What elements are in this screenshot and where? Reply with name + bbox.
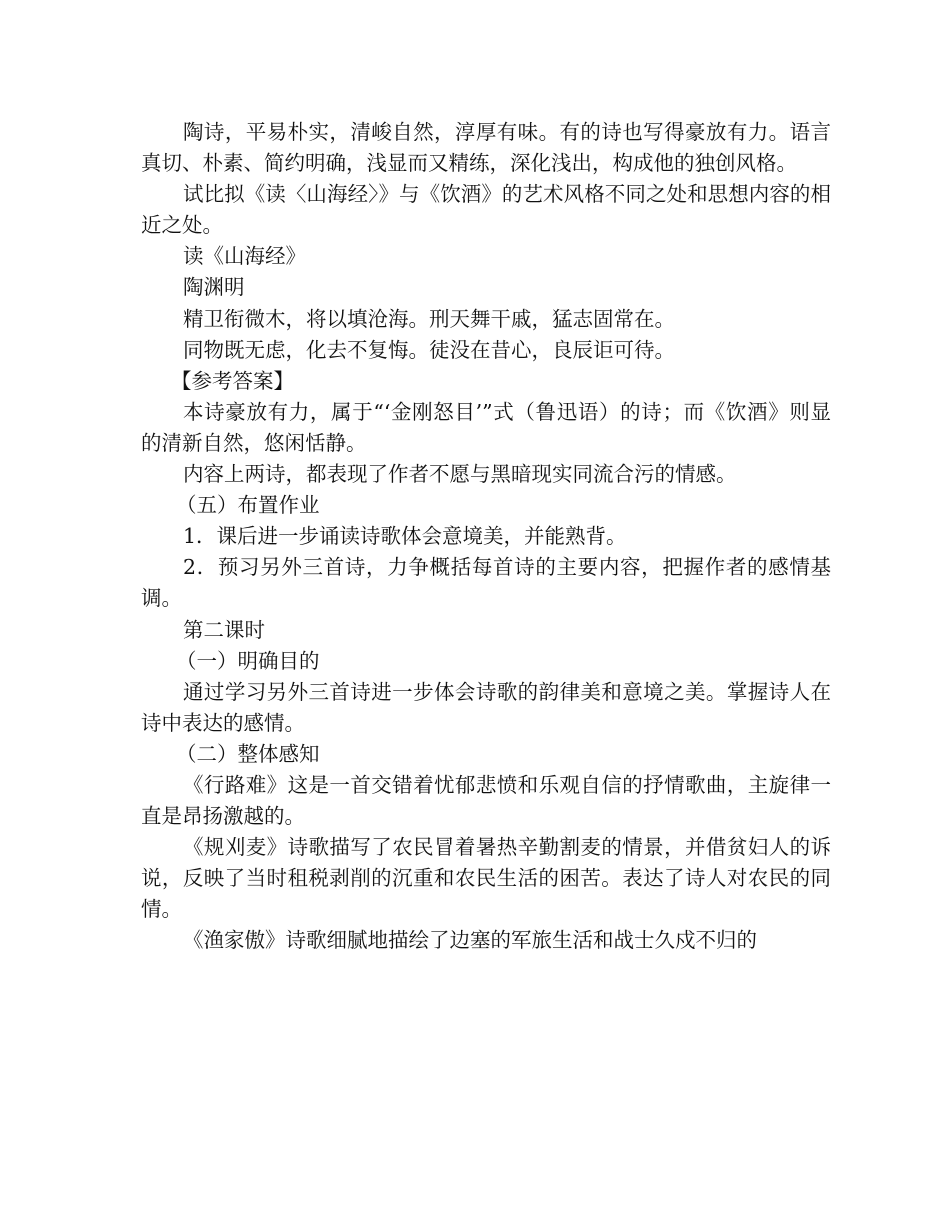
poem-title: 读《山海经》 — [183, 244, 306, 269]
paragraph-tao-poetry-style: 陶诗，平易朴实，清峻自然，淳厚有味。有的诗也写得豪放有力。语言真切、朴素、简约明确，浅显而又精练，深化浅出，构成他的独创风格。 — [141, 120, 831, 176]
section-homework-heading: （五）布置作业 — [176, 493, 320, 518]
document-body — [141, 117, 831, 957]
section-objective-heading: （一）明确目的 — [176, 648, 320, 673]
homework-item-1: 1．课后进一步诵读诗歌体会意境美，并能熟背。 — [183, 524, 627, 549]
paragraph-answer-style: 本诗豪放有力，属于“‘金刚怒目’”式（鲁迅语）的诗；而《饮酒》则显的清新自然，悠闲恬静。 — [141, 399, 831, 455]
paragraph-yujiaao: 《渔家傲》诗歌细腻地描绘了边塞的军旅生活和战士久戍不归的 — [183, 928, 757, 953]
poem-author: 陶渊明 — [183, 275, 245, 300]
paragraph-comparison-question: 试比拟《读〈山海经〉》与《饮酒》的艺术风格不同之处和思想内容的相近之处。 — [141, 182, 831, 238]
second-lesson-heading: 第二课时 — [183, 617, 265, 642]
poem-line-2: 同物既无虑，化去不复悔。徒没在昔心，良辰讵可待。 — [183, 337, 675, 362]
homework-item-2: 2．预习另外三首诗，力争概括每首诗的主要内容，把握作者的感情基调。 — [141, 555, 831, 611]
paragraph-objective: 通过学习另外三首诗进一步体会诗歌的韵律美和意境之美。掌握诗人在诗中表达的感情。 — [141, 679, 831, 735]
paragraph-xinglunan: 《行路难》这是一首交错着忧郁悲愤和乐观自信的抒情歌曲，主旋律一直是昂扬激越的。 — [141, 772, 831, 829]
paragraph-guanyimai: 《规刈麦》诗歌描写了农民冒着暑热辛勤割麦的情景，并借贫妇人的诉说，反映了当时租税剥削的沉重和农民生活的困苦。表达了诗人对农民的同情。 — [141, 835, 831, 922]
poem-line-1: 精卫衔微木，将以填沧海。刑天舞干戚，猛志固常在。 — [183, 306, 675, 331]
reference-answer-heading: 【参考答案】 — [171, 368, 294, 393]
paragraph-answer-content: 内容上两诗，都表现了作者不愿与黑暗现实同流合污的情感。 — [183, 462, 737, 487]
section-overall-perception-heading: （二）整体感知 — [176, 741, 320, 766]
